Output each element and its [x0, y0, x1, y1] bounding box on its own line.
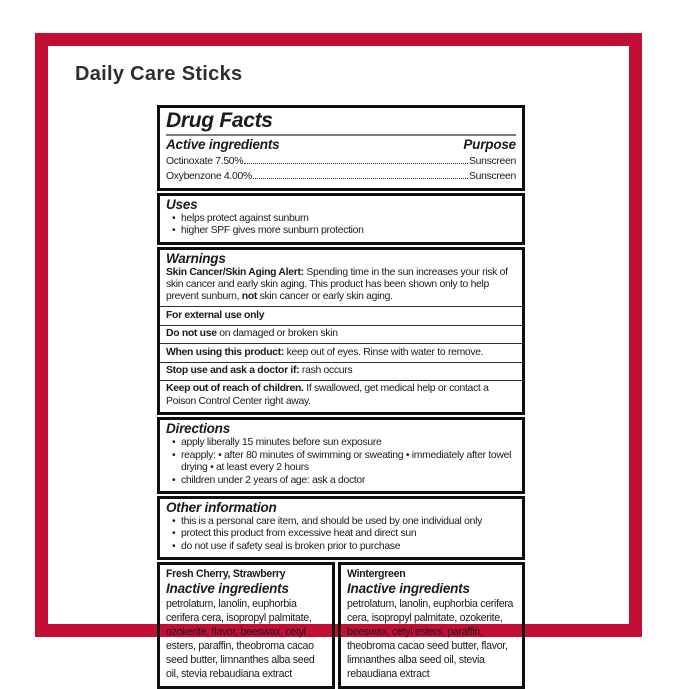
directions-list — [166, 437, 516, 487]
active-ingredients-heading: Active ingredients — [166, 137, 280, 152]
stop-use-body: rash occurs — [299, 365, 353, 377]
other-information-item: • this is a personal care item, and should be used by one individual only — [181, 516, 516, 528]
ingredient-name: Octinoxate 7.50% — [166, 156, 244, 167]
skin-cancer-alert-not: not — [241, 291, 258, 303]
ingredient-purpose: Sunscreen — [469, 156, 516, 167]
directions-item: • children under 2 years of age: ask a doctor — [181, 475, 516, 487]
directions-item: • reapply: • after 80 minutes of swimming or sweating • immediately after towel drying • at least every 2 hours — [181, 450, 516, 475]
other-information-item: • do not use if safety seal is broken prior to purchase — [181, 541, 516, 553]
do-not-use-body: on damaged or broken skin — [216, 328, 338, 340]
stop-use-lead: Stop use and ask a doctor if: — [166, 365, 300, 377]
inactive-ingredients-text: petrolatum, lanolin, euphorbia cerifera cera, isopropyl palmitate, ozokerite, flavor, beeswax, cetyl esters, paraffin, theobroma cacao seed butter, limnanthes alba seed oil, stevia rebaudiana extract — [166, 597, 315, 680]
dotted-leader — [244, 153, 468, 164]
skin-cancer-alert-body: Spending time in the sun increases your risk of skin cancer and early skin aging. This product has been shown only to help prevent sunburn, — [166, 266, 508, 303]
skin-cancer-alert-body-end: skin cancer or early skin aging. — [257, 291, 393, 303]
external-use-line: For external use only — [166, 309, 265, 321]
inactive-ingredients-heading: Inactive ingredients — [347, 580, 470, 596]
inactive-ingredients-heading: Inactive ingredients — [166, 580, 289, 596]
other-information-list — [166, 516, 516, 553]
other-information-heading: Other information — [166, 499, 277, 515]
stop-use-line — [166, 365, 516, 377]
ingredient-name: Oxybenzone 4.00% — [166, 171, 252, 183]
do-not-use-line — [166, 328, 516, 340]
page-title: Daily Care Sticks — [75, 63, 243, 85]
other-information-item: • protect this product from excessive heat and direct sun — [181, 528, 516, 540]
warnings-divider — [160, 362, 522, 363]
dotted-leader — [253, 168, 468, 179]
variant-name: Wintergreen — [347, 568, 406, 581]
skin-cancer-alert — [166, 267, 516, 304]
warnings-divider — [160, 325, 522, 326]
warnings-heading: Warnings — [166, 250, 226, 266]
keep-out-lead: Keep out of reach of children. — [166, 383, 304, 395]
uses-heading: Uses — [166, 196, 198, 212]
directions-item: • apply liberally 15 minutes before sun exposure — [181, 437, 516, 449]
active-ingredients-header-row — [166, 137, 516, 153]
ingredient-purpose: Sunscreen — [469, 171, 516, 183]
drug-facts-title: Drug Facts — [166, 109, 273, 132]
variant-name: Fresh Cherry, Strawberry — [166, 568, 286, 581]
active-ingredient-row — [166, 153, 516, 168]
section-warnings — [157, 247, 525, 416]
uses-item: • higher SPF gives more sunburn protection — [181, 225, 516, 237]
active-ingredient-row — [166, 168, 516, 183]
keep-out-line — [166, 383, 516, 408]
inactive-ingredients-text: petrolatum, lanolin, euphorbia cerifera cera, isopropyl palmitate, ozokerite, beeswax, cetyl esters, paraffin, theobroma cacao seed butter, flavor, limnanthes alba seed oil, stevia rebaudiana extract — [347, 597, 514, 680]
when-using-lead: When using this product: — [166, 346, 285, 358]
warnings-divider — [160, 306, 522, 307]
do-not-use-lead: Do not use — [166, 328, 217, 340]
keep-out-body: If swallowed, get medical help or contact a Poison Control Center right away. — [166, 383, 489, 407]
warnings-divider — [160, 343, 522, 344]
section-uses — [157, 193, 525, 245]
uses-list — [166, 213, 516, 238]
warnings-divider — [160, 380, 522, 381]
uses-item: • helps protect against sunburn — [181, 213, 516, 225]
section-active-ingredients — [157, 105, 525, 191]
inactive-ingredients-row — [157, 562, 525, 689]
section-other-information — [157, 496, 525, 560]
drug-facts-rule — [166, 134, 516, 136]
inactive-column-fresh-cherry-strawberry — [157, 562, 335, 689]
purpose-heading: Purpose — [463, 137, 516, 152]
directions-heading: Directions — [166, 421, 231, 437]
drug-facts-label — [157, 105, 525, 689]
inactive-column-wintergreen — [338, 562, 525, 689]
when-using-line — [166, 347, 516, 359]
when-using-body: keep out of eyes. Rinse with water to remove. — [284, 346, 484, 358]
section-directions — [157, 417, 525, 494]
skin-cancer-alert-lead: Skin Cancer/Skin Aging Alert: — [166, 266, 304, 278]
